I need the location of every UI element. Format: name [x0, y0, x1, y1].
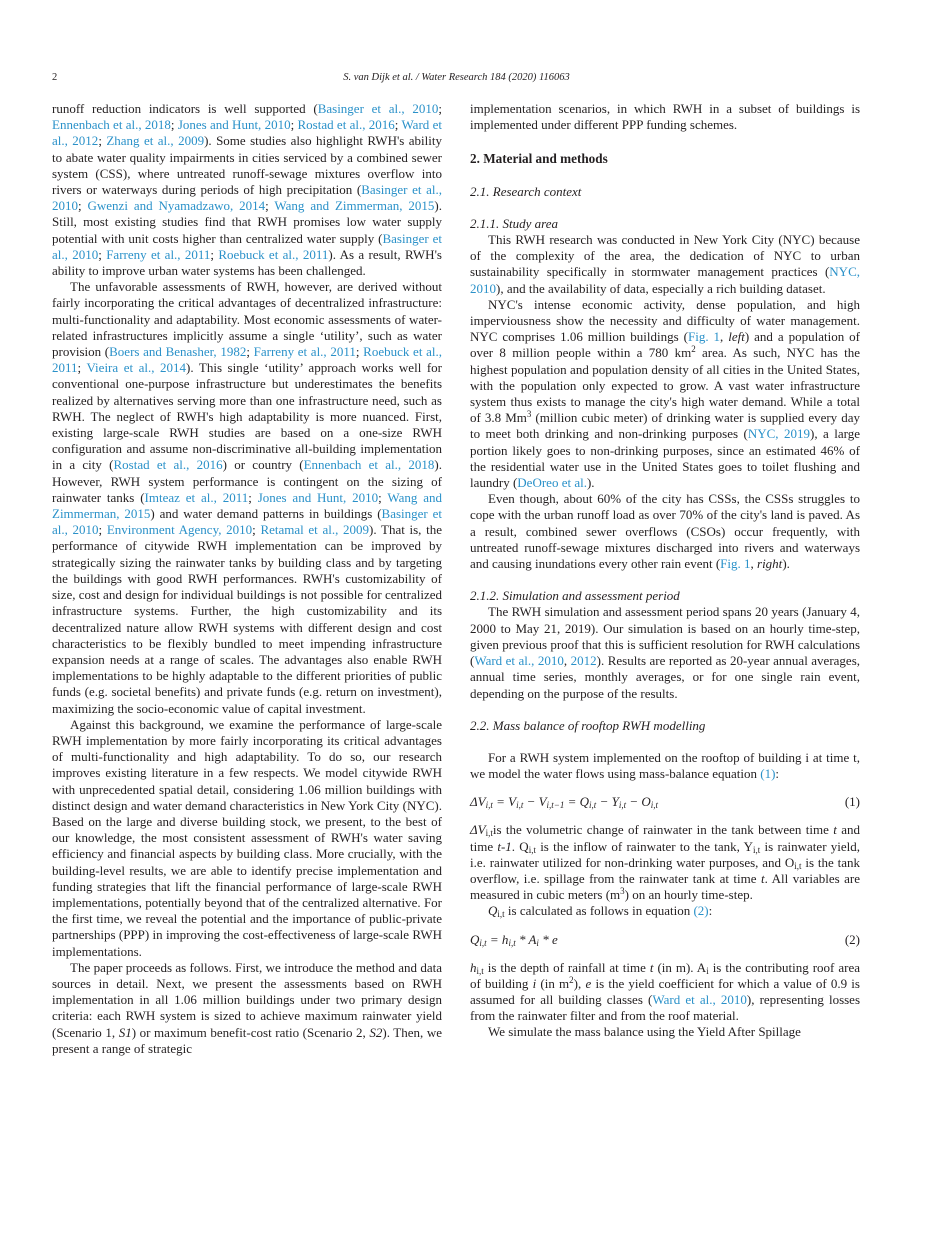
citation-link[interactable]: Gwenzi and Nyamadzawo, 2014: [87, 198, 266, 214]
citation-link[interactable]: Roebuck et al., 2011: [218, 246, 329, 262]
figure-link[interactable]: Fig. 1: [720, 556, 751, 572]
citation-link[interactable]: Basinger et al., 2010: [52, 182, 442, 214]
paragraph-runoff: runoff reduction indicators is well supported (Basinger et al., 2010; Ennenbach et al., 2018; Jones and Hunt, 2010; Rostad et al., 2016; Ward et al., 2012; Zhang et al., 2009). Some studies also highlight RWH's ability to abate water quality impairments in cities serviced by a combined sewer system (CSS), where untreated runoff-sewage mixtures overflow into rivers or waterways during periods of high precipitation (Basinger et al., 2010; Gwenzi and Nyamadzawo, 2014; Wang and Zimmerman, 2015). Still, most existing studies find that RWH promises low water supply potential with unit costs higher than centralized water supply (Basinger et al., 2010; Farreny et al., 2011; Roebuck et al., 2011). As a result, RWH's ability to improve urban water systems has been challenged.: [52, 101, 442, 279]
right-column: [470, 101, 860, 1041]
subsubsection-heading-study-area: 2.1.1. Study area: [470, 215, 558, 231]
equation-number: (1): [844, 794, 860, 810]
citation-link[interactable]: NYC, 2010: [470, 264, 860, 296]
citation-link[interactable]: Ennenbach et al., 2018: [303, 457, 435, 473]
left-column: [52, 101, 442, 1057]
paragraph-outline: The paper proceeds as follows. First, we introduce the method and data sources in detail. Next, we present the assessments based on RWH implementation in all 1.06 million buildings under two primary design criteria: each RWH system is sized to achieve maximum rainwater yield (Scenario 1, S1) or maximum benefit-cost ratio (Scenario 2, S2). Then, we present a range of strategic: [52, 959, 443, 1056]
citation-link[interactable]: Jones and Hunt, 2010: [257, 489, 379, 505]
citation-link[interactable]: Boers and Benasher, 1982: [109, 344, 247, 360]
citation-link[interactable]: Farreny et al., 2011: [253, 344, 356, 360]
citation-link[interactable]: Ward et al., 2010: [474, 653, 564, 669]
equation-1: $\Delta V_{i,t} = V_{i,t} - V_{i,t-1} = Q_{i,t} - Y_{i,t} - O_{i,t}$ (1): [470, 794, 860, 811]
citation-link[interactable]: Basinger et al., 2010: [52, 230, 442, 262]
subsubsection-heading-simulation-period: 2.1.2. Simulation and assessment period: [470, 588, 680, 604]
paragraph-implementation-scenarios: implementation scenarios, in which RWH in a subset of buildings is implemented under different PPP funding schemes.: [470, 101, 860, 133]
page-number: 2: [52, 72, 58, 83]
citation-link[interactable]: Vieira et al., 2014: [86, 360, 187, 376]
paragraph-study-area: This RWH research was conducted in New York City (NYC) because of the complexity of the area, the dedication of NYC to urban sustainability specifically in stormwater management practices (NYC, 2010), and the availability of data, especially a rich building dataset.: [470, 232, 860, 296]
equation-2: $Q_{i,t} = h_{i,t} * A_i * e$ (2): [470, 931, 860, 948]
citation-link[interactable]: Rostad et al., 2016: [297, 117, 395, 133]
citation-link[interactable]: Rostad et al., 2016: [113, 457, 223, 473]
equation-link[interactable]: (2): [693, 903, 709, 919]
section-heading-material-methods: 2. Material and methods: [470, 151, 608, 167]
citation-link[interactable]: Basinger et al., 2010: [317, 101, 439, 116]
running-head: [52, 72, 861, 86]
citation-link[interactable]: Ward et al., 2012: [52, 117, 442, 149]
subsection-heading-research-context: 2.1. Research context: [470, 183, 582, 199]
paragraph-yas: We simulate the mass balance using the Yield After Spillage: [488, 1024, 801, 1040]
citation-link[interactable]: Imteaz et al., 2011: [144, 489, 249, 505]
citation-link[interactable]: Environment Agency, 2010: [106, 522, 253, 538]
citation-link[interactable]: NYC, 2019: [747, 426, 811, 442]
equation-number: (2): [844, 931, 860, 947]
paragraph-unfavorable-assessments: The unfavorable assessments of RWH, however, are derived without fairly incorporating the critical advantages of decentralized infrastructure: multi-functionality and adaptability. Most economic assessments of water-related infrastructures implicitly assume a single ‘utility’, such as water provision (Boers and Benasher, 1982; Farreny et al., 2011; Roebuck et al., 2011; Vieira et al., 2014). This single ‘utility’ approach works well for conventional one-purpose infrastructure but underestimates the benefits realized by alternatives serving more than one infrastructure need, such as RWH. The neglect of RWH's high adaptability is more nuanced. First, existing large-scale RWH studies are based on a one-size RWH configuration and assume non-discriminative all-building implementation in a city (Rostad et al., 2016) or country (Ennenbach et al., 2018). However, RWH system performance is contingent on the sizing of rainwater tanks (Imteaz et al., 2011; Jones and Hunt, 2010; Wang and Zimmerman, 2015) and water demand patterns in buildings (Basinger et al., 2010; Environment Agency, 2010; Retamal et al., 2009). That is, the performance of citywide RWH implementation can be improved by strategically sizing the rainwater tanks by building class and by targeting the buildings with good RWH performances. RWH's customizability of size, cost and design for individual buildings is not possible for centralized infrastructure systems. Further, the high customizability and its decentralized nature allow RWH systems with different design and cost characteristics to be flexibly bundled to meet impending infrastructure expansion needs at a range of scales. The advantages also enable RWH implementations to be highly adaptable to the different priorities of public funds (e.g. societal benefits) and private funds (e.g. return on investment), maximizing the socio-economic value of capital investment.: [52, 279, 443, 716]
citation-link[interactable]: Roebuck et al., 2011: [52, 344, 442, 376]
paragraph-eq1-variables: $\Delta V_{i,t}is$ the volumetric change of rainwater in the tank between time t and time t-1. $Q_{i,t}$ is the inflow of rainwater to the tank, $Y_{i,t}$ is rainwater yield, i.e. rainwater utilized for non-drinking water purposes, and $O_{i,t}$ is the tank overflow, i.e. spillage from the rainwater tank at time t. All variables are measured in cubic meters $(m^3)$ on an hourly time-step.: [470, 822, 861, 903]
citation-link[interactable]: Zhang et al., 2009: [106, 133, 205, 149]
paragraph-eq2-intro: $Q_{i,t}$ is calculated as follows in equation (2):: [488, 903, 713, 920]
paragraph-css: Even though, about 60% of the city has CSSs, the CSSs struggles to cope with the urban runoff load as over 70% of the city's land is paved. As a result, combined sewer overflows (CSOs) occur frequently, with untreated runoff-sewage mixtures discharged into rivers and waterways and causing inundations every other rain event (Fig. 1, right).: [470, 491, 860, 572]
figure-link[interactable]: Fig. 1: [687, 329, 721, 345]
citation-link[interactable]: Basinger et al., 2010: [52, 506, 443, 538]
equation-link[interactable]: (1): [760, 766, 776, 782]
paragraph-eq2-variables: $h_{i,t}$ is the depth of rainfall at time t (in m). $A_i$ is the contributing roof area of building i (in $m^2$), e is the yield coefficient for which a value of 0.9 is assumed for all building classes (Ward et al., 2010), representing losses from the rainwater filter and from the roof material.: [470, 959, 861, 1024]
citation-link[interactable]: Wang and Zimmerman, 2015: [274, 198, 435, 214]
citation-link[interactable]: Retamal et al., 2009: [260, 522, 370, 538]
citation-link[interactable]: Wang and Zimmerman, 2015: [52, 489, 442, 522]
citation-link[interactable]: Jones and Hunt, 2010: [177, 117, 291, 133]
citation-link[interactable]: Ennenbach et al., 2018: [52, 117, 171, 133]
paragraph-nyc-demand: NYC's intense economic activity, dense population, and high imperviousness show the necessity and difficulty of water management. NYC comprises 1.06 million buildings (Fig. 1, left) and a population of over 8 million people within a 780 $km^2$ area. As such, NYC has the highest population and population density of all cities in the United States, with the population only expected to grow. A vast water infrastructure system thus exists to manage the city's high water demand. While a total of 3.8 Mm$^3$ (million cubic meter) of drinking water is supplied every day to meet both drinking and non-drinking purposes (NYC, 2019), a large portion likely goes to non-drinking purposes, since an estimated 46% of the residential water use in the United States goes to toilet flushing and laundry (DeOreo et al.).: [470, 296, 861, 491]
citation-link[interactable]: 2012: [570, 653, 597, 669]
citation-link[interactable]: Ward et al., 2010: [652, 991, 747, 1007]
citation-link[interactable]: Farreny et al., 2011: [106, 246, 211, 262]
paragraph-mass-balance-intro: For a RWH system implemented on the rooftop of building i at time t, we model the water flows using mass-balance equation (1):: [470, 749, 860, 782]
paragraph-background: Against this background, we examine the performance of large-scale RWH implementation by more fairly incorporating its critical advantages of multi-functionality and high adaptability. To do so, our research improves existing literature in a few respects. We model citywide RWH with unprecedented spatial detail, considering 1.06 million buildings with distinct design and water demand characteristics in New York City (NYC). Based on the large and diverse building stock, we present, to the best of our knowledge, the most consistent assessment of RWH's water saving efficiency and financial aspects by building class. More crucially, with the building-level results, we are able to identify precise implementation and funding strategies that lift the financial performance of large-scale RWH implementations, potentially beyond that of the centralized alternative. For the first time, we reveal the potential and the importance of public-private partnerships (PPP) in improving the cost-effectiveness of large-scale RWH implementations.: [52, 716, 442, 959]
paragraph-simulation-period: The RWH simulation and assessment period spans 20 years (January 4, 2000 to May 21, 2019). Our simulation is based on an hourly time-step, given previous proof that this is sufficient resolution for RWH calculations (Ward et al., 2010, 2012). Results are reported as 20-year annual averages, annual time series, monthly averages, or for one single rain event, depending on the purpose of the results.: [470, 604, 861, 701]
citation-link[interactable]: DeOreo et al.: [517, 475, 587, 491]
subsection-heading-mass-balance: 2.2. Mass balance of rooftop RWH modelling: [470, 717, 706, 733]
journal-citation: S. van Dijk et al. / Water Research 184 (2020) 116063: [343, 72, 570, 83]
